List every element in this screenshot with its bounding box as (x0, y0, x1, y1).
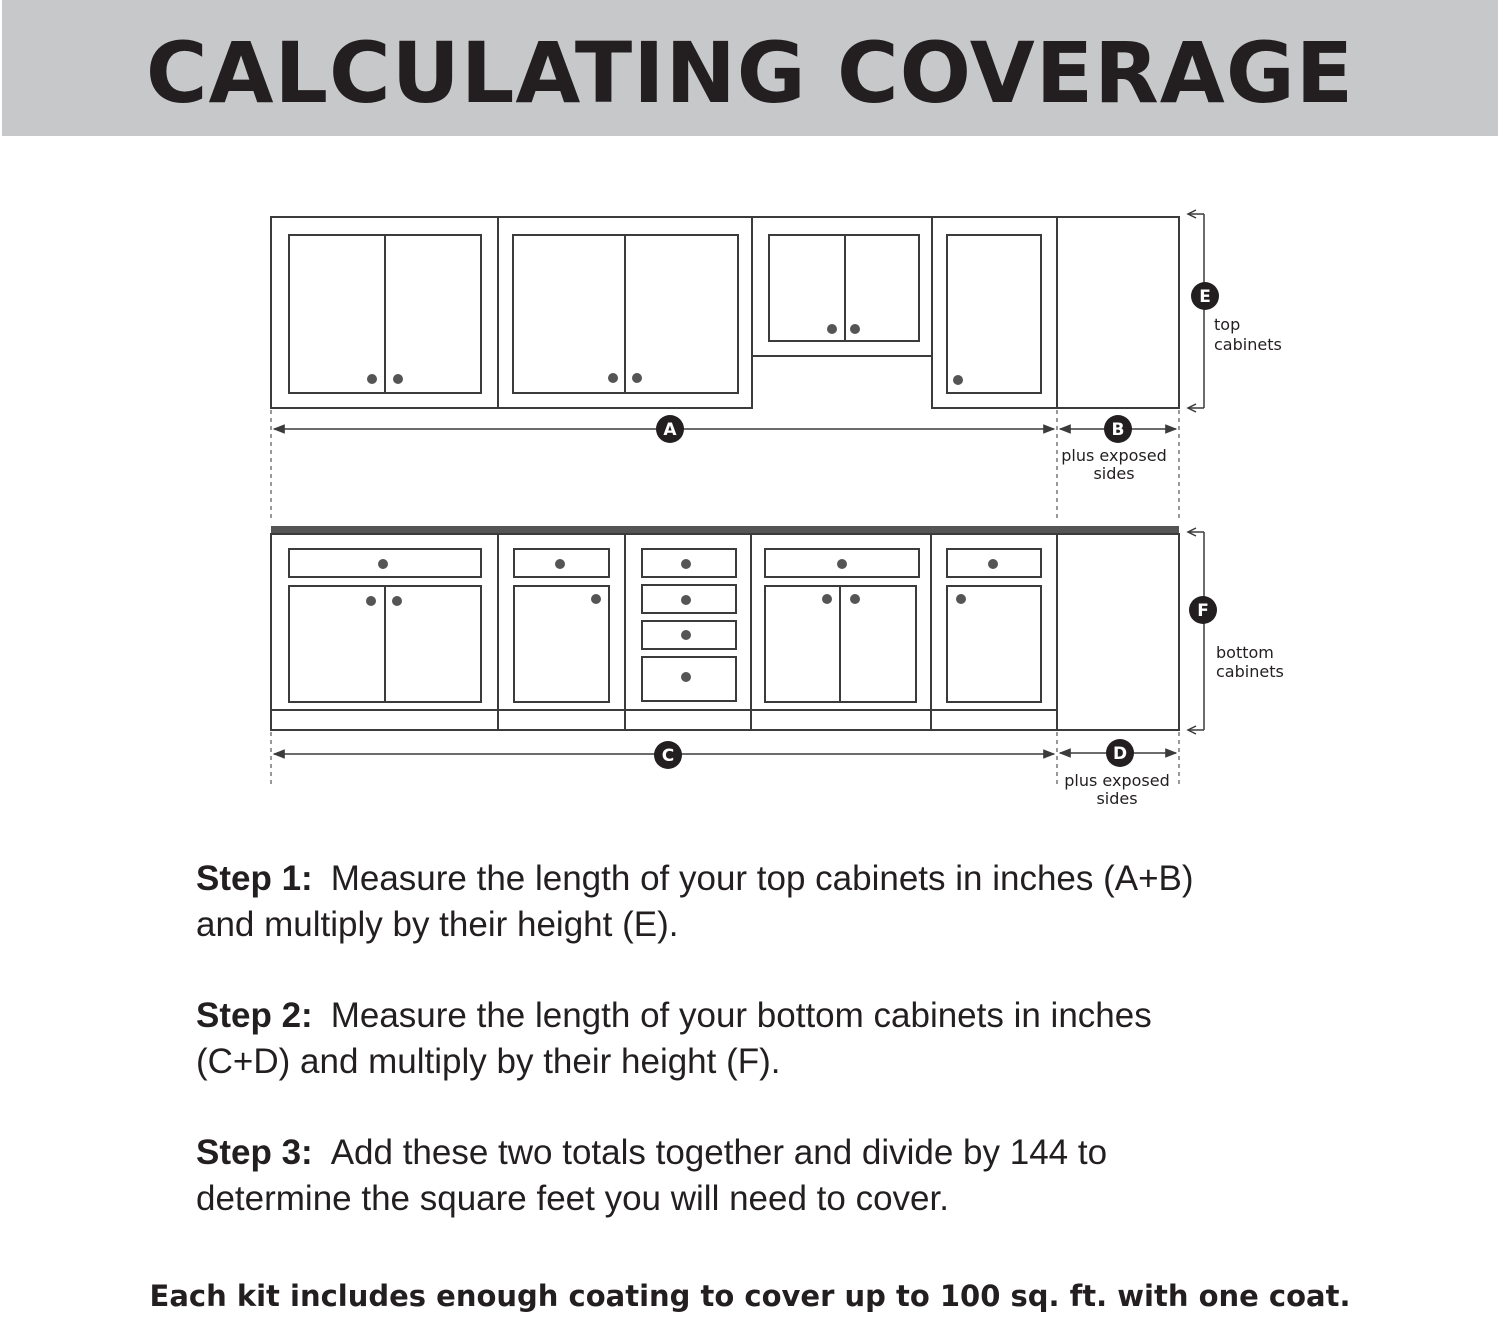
page-title: CALCULATING COVERAGE (145, 24, 1355, 122)
bottom-cabinets (271, 534, 1179, 730)
marker-d-letter: D (1112, 744, 1128, 764)
top-cabinets (271, 217, 1179, 408)
marker-d-caption-1: plus exposed (1064, 771, 1170, 790)
step-3-line1: Add these two totals together and divide by 144 to (330, 1133, 1108, 1172)
step-1-line1: Measure the length of your top cabinets in inches (A+B) (330, 859, 1194, 898)
top-cabinet-3 (752, 217, 932, 356)
marker-f-caption-1: bottom (1216, 643, 1274, 662)
marker-b-caption-1: plus exposed (1061, 446, 1167, 465)
marker-b-letter: B (1111, 420, 1125, 440)
marker-d-caption-2: sides (1096, 789, 1138, 808)
marker-f-letter: F (1197, 601, 1209, 621)
dashed-guides (271, 410, 1179, 785)
step-1-label: Step 1: (196, 859, 313, 898)
marker-b-caption-2: sides (1093, 464, 1135, 483)
marker-e-caption-2: cabinets (1214, 335, 1282, 354)
step-3-line2: determine the square feet you will need to cover. (196, 1179, 949, 1218)
dimension-e (1188, 210, 1204, 412)
top-side-panel (1057, 217, 1179, 408)
marker-f-caption-2: cabinets (1216, 662, 1284, 681)
marker-c-letter: C (661, 746, 675, 766)
step-2 (196, 993, 1376, 1085)
step-1 (196, 856, 1376, 948)
top-knobs (367, 324, 963, 385)
marker-e-letter: E (1199, 287, 1211, 307)
step-1-line2: and multiply by their height (E). (196, 905, 679, 944)
step-3-label: Step 3: (196, 1133, 313, 1172)
step-2-line2: (C+D) and multiply by their height (F). (196, 1042, 781, 1081)
marker-e-caption-1: top (1214, 315, 1241, 334)
step-3 (196, 1130, 1376, 1222)
step-2-line1: Measure the length of your bottom cabinets in inches (330, 996, 1152, 1035)
marker-a-letter: A (663, 420, 677, 440)
steps-list (196, 856, 1376, 1267)
top-cabinet-4 (932, 217, 1057, 408)
coverage-footnote: Each kit includes enough coating to cover up to 100 sq. ft. with one coat. (149, 1279, 1351, 1313)
step-2-label: Step 2: (196, 996, 313, 1035)
dimension-f (1188, 528, 1204, 734)
countertop (271, 526, 1179, 534)
